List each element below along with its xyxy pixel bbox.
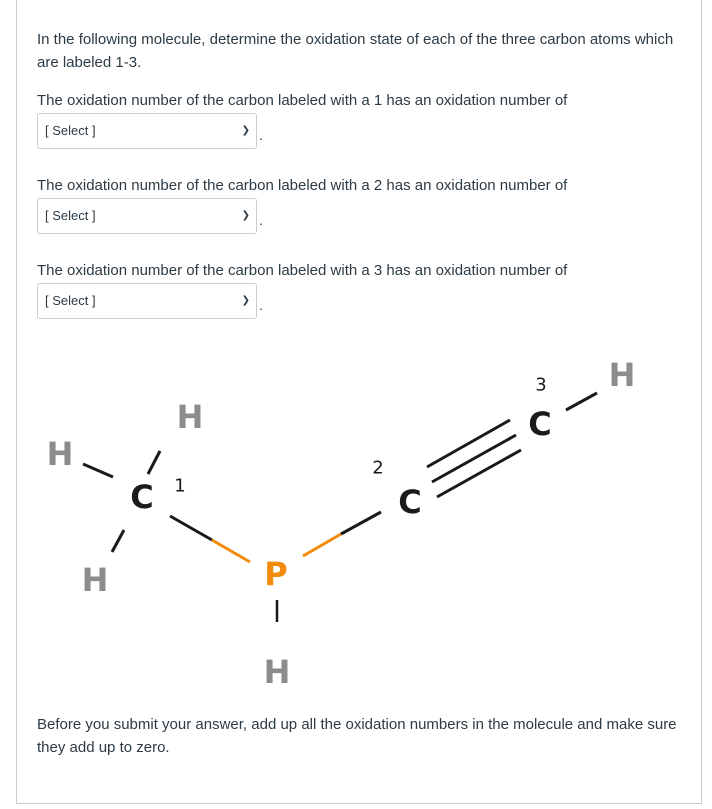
atom-h-left: H (46, 435, 74, 473)
label-carbon-1: 1 (174, 475, 186, 497)
atom-h-bottom-left: H (81, 561, 109, 599)
atom-c1: C (130, 478, 154, 516)
select-carbon-1[interactable] (37, 113, 257, 149)
prompt-carbon-1: The oxidation number of the carbon labeled with a 1 has an oxidation number of (37, 92, 568, 109)
label-carbon-2: 2 (372, 457, 384, 479)
trailing-period-3: . (259, 297, 263, 313)
atom-c2: C (398, 483, 422, 521)
chevron-down-icon: ❯ (241, 295, 250, 306)
select-carbon-2-value: [ Select ] (45, 208, 96, 223)
chevron-down-icon: ❯ (241, 210, 250, 221)
question-card (16, 0, 702, 804)
select-carbon-3[interactable] (37, 283, 257, 319)
atom-h-p: H (263, 653, 291, 691)
trailing-period-2: . (259, 212, 263, 228)
select-carbon-1-value: [ Select ] (45, 123, 96, 138)
atom-p: P (264, 555, 288, 593)
footer-note: Before you submit your answer, add up all the oxidation numbers in the molecule and make sure they add up to zero. (37, 716, 677, 756)
prompt-carbon-2: The oxidation number of the carbon labeled with a 2 has an oxidation number of (37, 177, 568, 194)
chevron-down-icon: ❯ (241, 125, 250, 136)
label-carbon-3: 3 (535, 374, 547, 396)
select-carbon-2[interactable] (37, 198, 257, 234)
select-carbon-3-value: [ Select ] (45, 293, 96, 308)
prompt-carbon-3: The oxidation number of the carbon labeled with a 3 has an oxidation number of (37, 262, 568, 279)
question-intro: In the following molecule, determine the oxidation state of each of the three carbon atoms which are labeled 1-3. (37, 31, 674, 71)
atom-c3: C (528, 405, 552, 443)
trailing-period-1: . (259, 127, 263, 143)
atom-h-top: H (176, 398, 204, 436)
atom-h-right: H (608, 356, 636, 394)
